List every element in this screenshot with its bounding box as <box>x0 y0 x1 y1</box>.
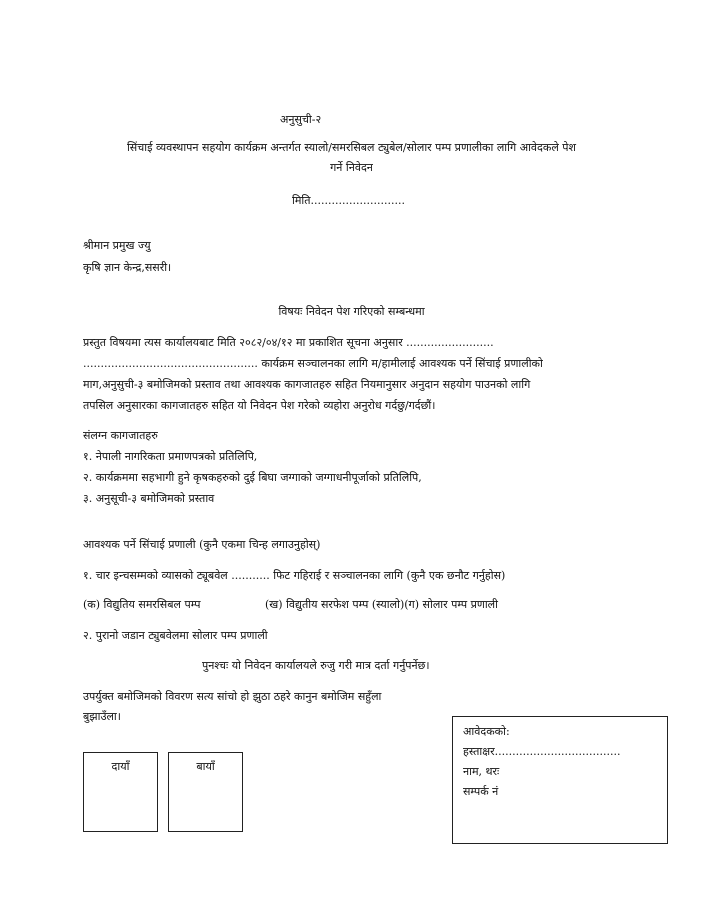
attachment-item-1: १. नेपाली नागरिकता प्रमाणपत्रको प्रतिलिपि, <box>83 450 258 463</box>
body-line3: माग,अनुसुची-३ बमोजिमको प्रस्ताव तथा आवश्यक कागजातहरु सहित नियमानुसार अनुदान सहयोग पाउनको लागि <box>83 378 531 391</box>
attachments-heading: संलग्न कागजातहरु <box>83 429 158 442</box>
postscript-note: पुनश्चः यो निवेदन कार्यालयले रुजु गरी मात्र दर्ता गर्नुपर्नेछ। <box>202 659 430 672</box>
irrigation-option-2: २. पुरानो जडान ट्युबवेलमा सोलार पम्प प्रणाली <box>83 629 268 642</box>
declaration-line2: बुझाउँला। <box>83 710 121 723</box>
irrigation-option-1: १. चार इन्चसम्मको व्यासको ट्यूबवेल ........... फिट गहिराई र सञ्चालनका लागि (कुनै एक छनौट गर्नुहोस) <box>83 569 506 582</box>
applicant-box <box>452 716 668 844</box>
date-field: मिति........................... <box>292 194 405 207</box>
applicant-signature: हस्ताक्षर.................................... <box>463 745 621 758</box>
left-thumbprint-label: बायाँ <box>196 760 215 773</box>
attachment-item-2: २. कार्यक्रममा सहभागी हुने कृषकहरुको दुई बिघा जग्गाको जग्गाधनीपूर्जाको प्रतिलिपि, <box>83 471 422 484</box>
applicant-contact: सम्पर्क नं <box>463 785 499 798</box>
left-thumbprint-box <box>168 752 243 832</box>
body-line1: प्रस्तुत विषयमा त्यस कार्यालयबाट मिति २०८२/०४/१२ मा प्रकाशित सूचना अनुसार ......................... <box>83 336 494 349</box>
right-thumbprint-label: दायाँ <box>111 760 130 773</box>
body-line2: .................................................. कार्यक्रम सञ्चालनका लागि म/हामीलाई आवश्यक पर्ने सिंचाई प्रणालीको <box>83 357 543 370</box>
irrigation-option-1a: (क) विद्युतिय समरसिबल पम्प <box>83 598 201 611</box>
form-title-line1: सिंचाई व्यवस्थापन सहयोग कार्यक्रम अन्तर्गत स्यालो/समरसिबल ट्युबेल/सोलार पम्प प्रणालीका लागि आवेदकले पेश <box>126 141 577 154</box>
form-title-line2: गर्ने निवेदन <box>330 161 373 174</box>
subject-line: विषयः निवेदन पेश गरिएको सम्बन्धमा <box>278 305 425 318</box>
addressee-line1: श्रीमान प्रमुख ज्यु <box>83 239 151 252</box>
irrigation-option-1bc: (ख) विद्युतीय सरफेश पम्प (स्यालो)(ग) सोलार पम्प प्रणाली <box>265 598 498 611</box>
attachment-item-3: ३. अनुसूची-३ बमोजिमको प्रस्ताव <box>83 492 215 505</box>
irrigation-heading: आवश्यक पर्ने सिंचाई प्रणाली (कुनै एकमा चिन्ह लगाउनुहोस्) <box>83 538 321 551</box>
applicant-heading: आवेदकको: <box>463 725 510 738</box>
addressee-line2: कृषि ज्ञान केन्द्र,ससरी। <box>83 261 172 274</box>
body-line4: तपसिल अनुसारका कागजातहरु सहित यो निवेदन पेश गरेको व्यहोरा अनुरोध गर्दछु/गर्दछौं। <box>83 399 436 412</box>
declaration-line1: उपर्युक्त बमोजिमको विवरण सत्य सांचो हो झुठा ठहरे कानुन बमोजिम सहुँला <box>83 690 382 703</box>
right-thumbprint-box <box>83 752 158 832</box>
schedule-label: अनुसुची-२ <box>280 113 322 126</box>
applicant-name: नाम, थरः <box>463 765 500 778</box>
